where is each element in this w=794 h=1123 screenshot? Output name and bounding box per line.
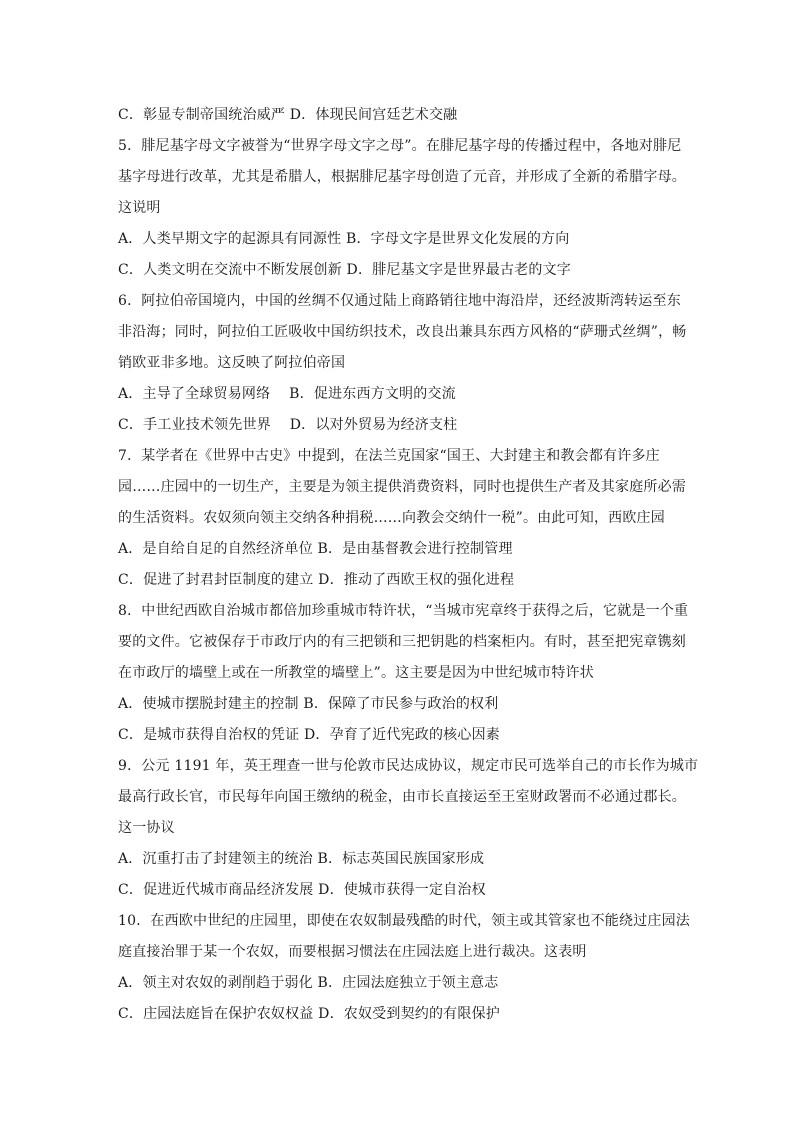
question-9-stem: 这一协议 bbox=[118, 820, 175, 836]
question-5-stem: 基字母进行改革，尤其是希腊人，根据腓尼基字母创造了元音，并形成了全新的希腊字母。 bbox=[118, 169, 686, 185]
question-7-stem: 园……庄园中的一切生产，主要是为领主提供消费资料，同时也提供生产者及其家庭所必需 bbox=[118, 479, 686, 495]
question-6-options: A．主导了全球贸易网络 B．促进东西方文明的交流 bbox=[118, 386, 456, 402]
question-10-options: C．庄园法庭旨在保护农奴权益 D．农奴受到契约的有限保护 bbox=[118, 1006, 500, 1022]
question-7-stem: 7．某学者在《世界中古史》中提到，在法兰克国家“国王、大封建主和教会都有许多庄 bbox=[118, 448, 660, 464]
question-9-stem: 最高行政长官，市民每年向国王缴纳的税金，由市长直接运至王室财政署而不必通过郡长。 bbox=[118, 789, 686, 805]
question-6-stem: 销欧亚非多地。这反映了阿拉伯帝国 bbox=[118, 355, 346, 371]
question-6-options: C．手工业技术领先世界 D．以对外贸易为经济支柱 bbox=[118, 417, 458, 433]
question-6-stem: 非沿海；同时，阿拉伯工匠吸收中国纺织技术，改良出兼具东西方风格的“萨珊式丝绸”，畅 bbox=[118, 324, 687, 340]
question-8-options: A．使城市摆脱封建主的控制 B．保障了市民参与政治的权利 bbox=[118, 696, 499, 712]
question-10-options: A．领主对农奴的剥削趋于弱化 B．庄园法庭独立于领主意志 bbox=[118, 975, 499, 991]
question-5-stem: 这说明 bbox=[118, 200, 161, 216]
question-7-options: A．是自给自足的自然经济单位 B．是由基督教会进行控制管理 bbox=[118, 541, 513, 557]
question-9-stem: 9．公元 1191 年，英王理查一世与伦敦市民达成协议，规定市民可选举自己的市长作为城市 bbox=[118, 758, 699, 774]
question-7-stem: 的生活资料。农奴须向领主交纳各种捐税……向教会交纳什一税”。由此可知，西欧庄园 bbox=[118, 510, 665, 526]
question-7-options: C．促进了封君封臣制度的建立 D．推动了西欧王权的强化进程 bbox=[118, 572, 515, 588]
question-9-options: A．沉重打击了封建领主的统治 B．标志英国民族国家形成 bbox=[118, 851, 485, 867]
question-5-options: A．人类早期文字的起源具有同源性 B．字母文字是世界文化发展的方向 bbox=[118, 231, 570, 247]
question-5-stem: 5．腓尼基字母文字被誉为“世界字母文字之母”。在腓尼基字母的传播过程中，各地对腓尼 bbox=[118, 138, 682, 154]
question-8-options: C．是城市获得自治权的凭证 D．孕育了近代宪政的核心因素 bbox=[118, 727, 500, 743]
document-page bbox=[118, 100, 699, 1030]
option-line: C．彰显专制帝国统治威严 D．体现民间宫廷艺术交融 bbox=[118, 107, 458, 123]
question-10-stem: 庭直接治罪于某一个农奴，而要根据习惯法在庄园法庭上进行裁决。这表明 bbox=[118, 944, 587, 960]
question-8-stem: 8．中世纪西欧自治城市都倍加珍重城市特许状，“当城市宪章终于获得之后，它就是一个重 bbox=[118, 603, 689, 619]
question-8-stem: 在市政厅的墙壁上或在一所教堂的墙壁上”。这主要是因为中世纪城市特许状 bbox=[118, 665, 594, 681]
question-6-stem: 6．阿拉伯帝国境内，中国的丝绸不仅通过陆上商路销往地中海沿岸，还经波斯湾转运至东 bbox=[118, 293, 681, 309]
question-8-stem: 要的文件。它被保存于市政厅内的有三把锁和三把钥匙的档案柜内。有时，甚至把宪章镌刻 bbox=[118, 634, 686, 650]
question-9-options: C．促进近代城市商品经济发展 D．使城市获得一定自治权 bbox=[118, 882, 486, 898]
question-10-stem: 10．在西欧中世纪的庄园里，即使在农奴制最残酷的时代，领主或其管家也不能绕过庄园法 bbox=[118, 913, 691, 929]
question-5-options: C．人类文明在交流中不断发展创新 D．腓尼基文字是世界最古老的文字 bbox=[118, 262, 571, 278]
